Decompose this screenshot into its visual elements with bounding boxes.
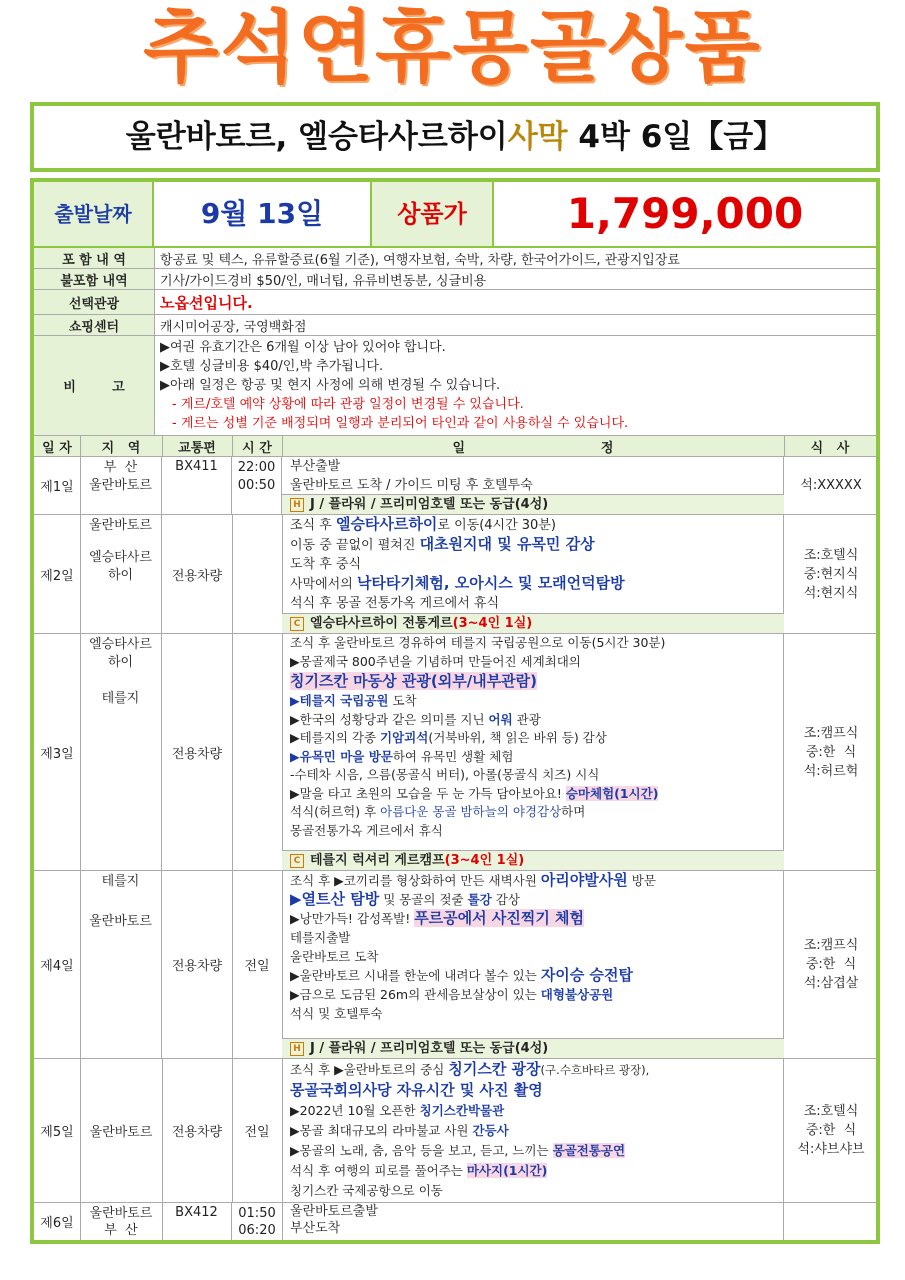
plan-line: ▶낭만가득! 감성폭발! 푸르공에서 사진찍기 체험 (290, 909, 585, 927)
exclude-value: 기사/가이드경비 $50/인, 매너팁, 유류비변동분, 싱글비용 (160, 273, 487, 289)
day-label: 제5일 (34, 1059, 81, 1202)
note-line: ▶여권 유효기간은 6개월 이상 남아 있어야 합니다. (160, 340, 446, 355)
place-text: 울란바토르 (89, 478, 152, 493)
day-place: 울란바토르 (80, 1059, 163, 1202)
plan-line: 울란바토르출발 (290, 1204, 378, 1219)
day-place (80, 515, 162, 633)
day-transport: 전용차량 (162, 515, 233, 633)
plan-line: ▶테를지의 각종 기암괴석(거북바위, 책 읽은 바위 등) 감상 (290, 730, 607, 745)
plan-line: 테를지출발 (290, 930, 351, 945)
plan-line: 몽골전통가옥 게르에서 휴식 (290, 822, 443, 838)
plan-line: 칭기스칸 국제공항으로 이동 (290, 1183, 443, 1198)
day-label: 제4일 (34, 871, 81, 1058)
plan-line: 석식(허르헉) 후 아름다운 몽골 밤하늘의 야경감상하며 (290, 804, 586, 819)
col-time: 시 간 (232, 436, 283, 456)
title-banner (0, 0, 905, 98)
meal-text: 석:현지식 (803, 585, 859, 601)
plan-line: ▶울란바토르 시내를 한눈에 내려다 볼수 있는 자이승 승전탑 (290, 966, 633, 984)
day-label: 제2일 (34, 515, 81, 633)
meal-text: 조:캠프식 (803, 725, 859, 741)
meal-text: 조:캠프식 (803, 938, 859, 953)
col-transport: 교통편 (162, 436, 233, 456)
day-meal (786, 1059, 876, 1202)
page-title: 추석연휴몽골상품 (143, 3, 762, 93)
day-label: 제1일 (34, 457, 81, 514)
place-text: 테를지 (101, 691, 140, 706)
plan-line: 칭기즈칸 마동상 관광(외부/내부관람) (290, 672, 537, 690)
hotel-icon: H (290, 498, 304, 512)
day-transport: BX411 (162, 457, 232, 514)
hotel-capacity: (3~4인 1실) (444, 853, 525, 868)
product-subtitle (30, 102, 880, 172)
camp-icon: C (290, 617, 304, 631)
info-option (34, 290, 876, 315)
plan-line: 조식 후 ▶울란바토르의 중심 칭기스칸 광장(구.수흐바타르 광장), (290, 1060, 650, 1078)
day-transport: 전용차량 (162, 1059, 233, 1202)
plan-line: ▶한국의 성황당과 같은 의미를 지닌 어워 관광 (290, 711, 541, 727)
plan-line: 부산도착 (290, 1221, 341, 1236)
col-meal: 식 사 (810, 440, 850, 456)
plan-line: 조식 후 엘승타사르하이로 이동(4시간 30분) (290, 515, 556, 533)
plan-line: 울란바토르 도착 (290, 949, 379, 964)
info-notes (34, 336, 876, 436)
time-text: 01:50 (238, 1205, 276, 1221)
day-time: 전일 (232, 1059, 283, 1202)
day-plan (282, 871, 784, 1058)
day-meal (786, 1203, 876, 1240)
day-time (232, 634, 283, 870)
col-place: 지 역 (80, 436, 163, 456)
info-include (34, 248, 876, 269)
meal-text: 중:한 식 (805, 744, 857, 760)
hotel-text: J / 플라워 / 프리미엄호텔 또는 동급(4성) (310, 497, 549, 512)
time-text: 06:20 (238, 1222, 276, 1238)
plan-line: ▶몽골의 노래, 춤, 음악 등을 보고, 듣고, 느끼는 몽골전통공연 (290, 1143, 626, 1158)
plan-line: ▶금으로 도금된 26m의 관세음보살상이 있는 대형불상공원 (290, 987, 614, 1002)
plan-line: 이동 중 끝없이 펼쳐진 대초원지대 및 유목민 감상 (290, 535, 595, 553)
note-red-line: - 게르/호텔 예약 상황에 따라 관광 일정이 변경될 수 있습니다. (172, 397, 524, 412)
hotel-icon: H (290, 1042, 304, 1056)
subtitle-tail: 4박 6일【금】 (567, 119, 785, 155)
meal-text: 조:호텔식 (803, 1104, 859, 1119)
plan-line: 조식 후 울란바토르 경유하여 테를지 국립공원으로 이동(5시간 30분) (290, 635, 666, 650)
subtitle-highlight: 사막 (507, 119, 568, 155)
itinerary-frame (30, 178, 880, 1244)
day-label: 제3일 (34, 634, 81, 870)
camp-icon: C (290, 854, 304, 868)
note-line: ▶호텔 싱글비용 $40/인,박 추가됩니다. (160, 359, 384, 374)
time-text: 00:50 (237, 478, 276, 493)
departure-date: 9월 13일 (154, 182, 372, 246)
day-hotel (282, 494, 784, 514)
plan-line: ▶말을 타고 초원의 모습을 두 눈 가득 담아보아요! 승마체험(1시간) (290, 785, 659, 801)
include-label: 포 함 내 역 (34, 248, 155, 268)
day-plan (282, 1203, 784, 1240)
place-text: 엘승타사르 (89, 550, 152, 565)
day-hotel (282, 1038, 784, 1058)
info-shop (34, 315, 876, 336)
col-plan: 일 정 (282, 436, 785, 456)
day-row-6 (34, 1203, 876, 1240)
day-hotel (282, 850, 784, 870)
info-exclude (34, 269, 876, 290)
note-red-line: - 게르는 성별 기준 배정되며 일행과 분리되어 타인과 같이 사용하실 수 있습니다. (172, 416, 629, 431)
price-header (34, 182, 876, 248)
schedule-header (34, 436, 876, 457)
plan-line: ▶열트산 탐방 및 몽골의 젖줄 톨강 감상 (290, 890, 520, 908)
day-time (232, 457, 282, 514)
place-text: 울란바토르 (89, 1205, 153, 1221)
plan-line: 석식 후 몽골 전통가옥 게르에서 휴식 (290, 596, 500, 611)
note-line: ▶아래 일정은 항공 및 현지 사정에 의해 변경될 수 있습니다. (160, 378, 501, 393)
day-place (80, 1203, 163, 1240)
place-text: 테를지 (101, 874, 140, 889)
plan-line: ▶2022년 10월 오픈한 칭기스칸박물관 (290, 1103, 505, 1118)
departure-label: 출발날짜 (34, 182, 154, 246)
meal-text: 석:샤브샤브 (797, 1142, 865, 1157)
place-text: 하이 (107, 655, 134, 670)
price-value: 1,799,000 (566, 189, 804, 238)
day-time: 전일 (232, 871, 283, 1058)
day-place (80, 634, 162, 870)
day-meal (786, 871, 876, 1058)
day-meal (786, 457, 876, 514)
note-label: 비 고 (34, 336, 155, 435)
plan-line: -수테차 시음, 으름(몽골식 버터), 아롤(몽골식 치즈) 시식 (290, 767, 600, 782)
meal-text: 석:삼겹살 (803, 976, 859, 991)
meal-text: 중:한 식 (805, 1123, 857, 1138)
day-row-4 (34, 871, 876, 1059)
time-text: 22:00 (237, 460, 276, 475)
notes-list (160, 336, 872, 435)
include-value: 항공료 및 텍스, 유류할증료(6월 기준), 여행자보험, 숙박, 차량, 한국어가이드, 관광지입장료 (160, 252, 680, 268)
day-place (80, 457, 162, 514)
day-row-5 (34, 1059, 876, 1203)
day-plan (282, 1059, 784, 1202)
place-text: 부 산 (103, 460, 138, 475)
plan-line: 부산출발 (290, 459, 341, 474)
plan-line: 조식 후 ▶코끼리를 형상화하여 만든 새벽사원 아리야발사원 방문 (290, 871, 656, 889)
day-plan (282, 634, 784, 870)
day-place (80, 871, 162, 1058)
place-text: 부 산 (104, 1222, 138, 1238)
price-label: 상품가 (372, 182, 494, 246)
meal-text: 중:현지식 (803, 566, 859, 582)
shop-label: 쇼핑센터 (34, 315, 155, 335)
day-meal (786, 515, 876, 633)
day-transport: 전용차량 (162, 634, 233, 870)
day-row-1 (34, 457, 876, 515)
meal-text: 석:허르헉 (803, 763, 859, 779)
hotel-text: 엘승타사르하이 전통게르 (310, 616, 453, 631)
subtitle-main: 울란바토르, 엘승타사르하이 (125, 119, 508, 155)
day-meal (786, 634, 876, 870)
meal-text: 조:호텔식 (803, 547, 859, 563)
day-label: 제6일 (34, 1203, 81, 1240)
hotel-capacity: (3~4인 1실) (452, 616, 533, 631)
day-transport: 전용차량 (162, 871, 233, 1058)
plan-line: 석식 후 여행의 피로를 풀어주는 마사지(1시간) (290, 1163, 548, 1178)
exclude-label: 불포함 내역 (34, 269, 155, 289)
hotel-text: 테를지 럭셔리 게르캠프 (310, 853, 445, 868)
day-time (232, 1203, 283, 1240)
option-value: 노옵션입니다. (160, 293, 253, 312)
place-text: 울란바토르 (89, 914, 152, 929)
plan-line: 울란바토르 도착 / 가이드 미팅 후 호텔투숙 (290, 478, 533, 493)
hotel-text: J / 플라워 / 프리미엄호텔 또는 동급(4성) (310, 1041, 549, 1056)
meal-text: 석:XXXXX (800, 478, 862, 493)
plan-line: 석식 및 호텔투숙 (290, 1006, 383, 1021)
plan-line: 사막에서의 낙타타기체험, 오아시스 및 모래언덕탐방 (290, 574, 625, 592)
plan-line: 도착 후 중식 (290, 557, 362, 572)
col-day: 일 자 (34, 436, 81, 456)
plan-line: ▶몽골 최대규모의 라마불교 사원 간등사 (290, 1123, 509, 1138)
day-transport: BX412 (162, 1203, 232, 1240)
place-text: 하이 (107, 568, 134, 583)
plan-line: ▶몽골제국 800주년을 기념하며 만들어진 세계최대의 (290, 653, 581, 669)
day-time (232, 515, 283, 633)
plan-line: ▶테를지 국립공원 도착 (290, 693, 417, 708)
place-text: 울란바토르 (89, 518, 152, 533)
meal-text: 중:한 식 (805, 957, 857, 972)
place-text: 엘승타사르 (89, 637, 152, 652)
day-row-2 (34, 515, 876, 634)
option-label: 선택관광 (34, 290, 155, 314)
shop-value: 캐시미어공장, 국영백화점 (160, 319, 307, 335)
day-row-3 (34, 634, 876, 871)
plan-line: 몽골국회의사당 자유시간 및 사진 촬영 (290, 1081, 543, 1099)
plan-line: ▶유목민 마을 방문하여 유목민 생활 체험 (290, 748, 514, 764)
day-hotel (282, 613, 784, 633)
